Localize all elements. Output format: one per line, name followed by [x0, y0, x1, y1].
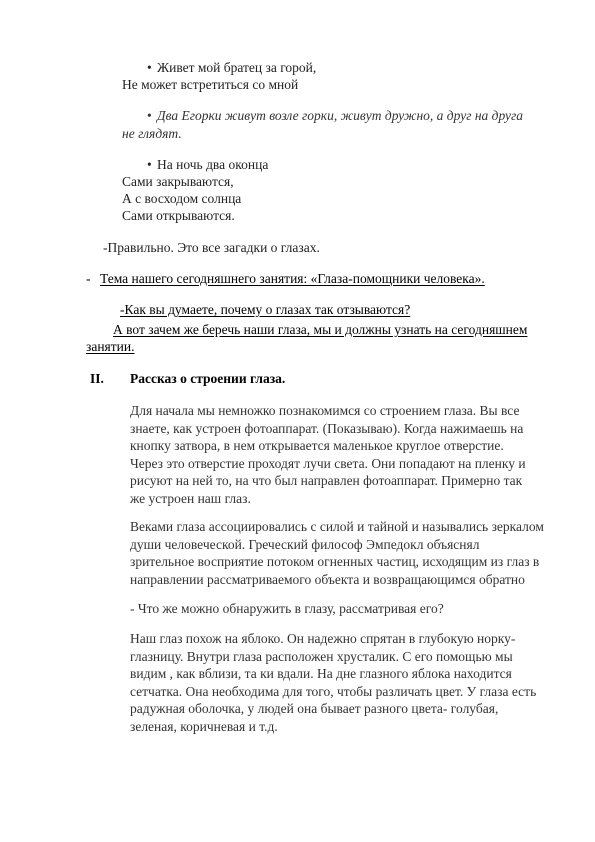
bullet-icon: •	[147, 60, 152, 75]
riddle-3-line-2: Сами закрываются,	[122, 174, 234, 189]
riddle-3-line-1: • На ночь два оконца	[147, 157, 269, 172]
question-line: -Как вы думаете, почему о глазах так отзываются?	[120, 302, 411, 317]
paragraph-camera: Для начала мы немножко познакомимся со строением глаза. Вы все знаете, как устроен фотоаппарат. (Показываю). Когда нажимаешь на кнопку затвора, в нем открывается маленькое круглое отверстие. Через это отверстие проходят лучи света. Они попадают на пленку и рисуют на ней то, на что был направлен фотоаппарат. Примерно так же устроен наш глаз.	[130, 403, 526, 506]
section-number: II.	[90, 371, 104, 386]
paragraph-eye-structure: Наш глаз похож на яблоко. Он надежно спрятан в глубокую норку- глазницу. Внутри глаза расположен хрусталик. С его помощью мы видим , как вблизи, та ки вдали. На дне глазного яблока находится сетчатка. Она необходима для того, чтобы различать цвет. У глаза есть радужная оболочка, у людей она бывает разного цвета- голубая, зеленая, коричневая и т.д.	[130, 631, 537, 734]
topic-text: Тема нашего сегодняшнего занятия: «Глаза-помощники человека».	[100, 271, 485, 286]
paragraph-question: - Что же можно обнаружить в глазу, рассматривая его?	[130, 601, 444, 616]
riddle-1-line-1: • Живет мой братец за горой,	[147, 60, 317, 75]
riddle-2-line-1: • Два Егорки живут возле горки, живут дружно, а друг на друга	[147, 108, 524, 123]
riddle-3-line-3: А с восходом солнца	[122, 191, 242, 206]
goal-line-1: А вот зачем же беречь наши глаза, мы и должны узнать на сегодняшнем	[113, 322, 528, 337]
paragraph-history: Веками глаза ассоциировались с силой и тайной и назывались зеркалом души человеческой. Греческий философ Эмпедокл объяснял зрительное восприятие потоком огненных частиц, исходящим из глаз в направлении рассматриваемого объекта и возвращающимся обратно	[130, 519, 544, 587]
riddle-1-line-2: Не может встретиться со мной	[122, 77, 299, 92]
correct-answer-line: -Правильно. Это все загадки о глазах.	[103, 240, 320, 255]
riddle-3-line-4: Сами открываются.	[122, 208, 235, 223]
topic-dash: -	[86, 271, 91, 286]
bullet-icon: •	[147, 157, 152, 172]
topic-line	[86, 271, 485, 287]
riddle-2-line-2: не глядят.	[122, 126, 182, 141]
goal-line-2: занятии.	[86, 339, 135, 354]
bullet-icon: •	[147, 108, 152, 123]
section-title: Рассказ о строении глаза.	[130, 371, 286, 386]
